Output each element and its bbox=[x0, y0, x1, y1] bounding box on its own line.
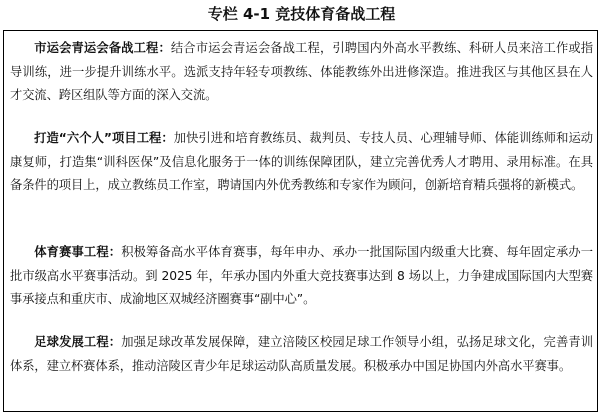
section-six-talents bbox=[10, 127, 593, 198]
section-sports-events bbox=[10, 241, 593, 312]
content-box bbox=[3, 30, 598, 412]
section-games-preparation bbox=[10, 37, 593, 108]
section-body: 加强足球改革发展保障，建立涪陵区校园足球工作领导小组，弘扬足球文化，完善青训体系，建立杯赛体系，推动涪陵区青少年足球运动队高质量发展。积极承办中国足协国内外高水平赛事。 bbox=[10, 335, 593, 373]
section-heading: 足球发展工程： bbox=[34, 335, 122, 349]
section-heading: 体育赛事工程： bbox=[34, 245, 122, 259]
section-heading: 市运会青运会备战工程： bbox=[34, 41, 171, 55]
section-heading: 打造“六个人”项目工程： bbox=[34, 131, 174, 145]
section-body: 结合市运会青运会备战工程，引聘国内外高水平教练、科研人员来涪工作或指导训练，进一步提升训练水平。选派支持年轻专项教练、体能教练外出进修深造。推进我区与其他区县在人才交流、跨区组队等方面的深入交流。 bbox=[10, 41, 593, 102]
section-body: 积极筹备高水平体育赛事，每年申办、承办一批国际国内级重大比赛、每年固定承办一批市级高水平赛事活动。到 2025 年，年承办国内外重大竞技赛事达到 8 场以上，力争建成国际国内大型赛事承接点和重庆市、成渝地区双城经济圈赛事“副中心”。 bbox=[10, 245, 593, 306]
section-football-development bbox=[10, 331, 593, 378]
section-body: 加快引进和培育教练员、裁判员、专技人员、心理辅导师、体能训练师和运动康复师，打造集“训科医保”及信息化服务于一体的训练保障团队，建立完善优秀人才聘用、录用标准。在具备条件的项目上，成立教练员工作室，聘请国内外优秀教练和专家作为顾问，创新培育精兵强将的新模式。 bbox=[10, 131, 593, 192]
column-title: 专栏 4-1 竞技体育备战工程 bbox=[207, 5, 396, 23]
